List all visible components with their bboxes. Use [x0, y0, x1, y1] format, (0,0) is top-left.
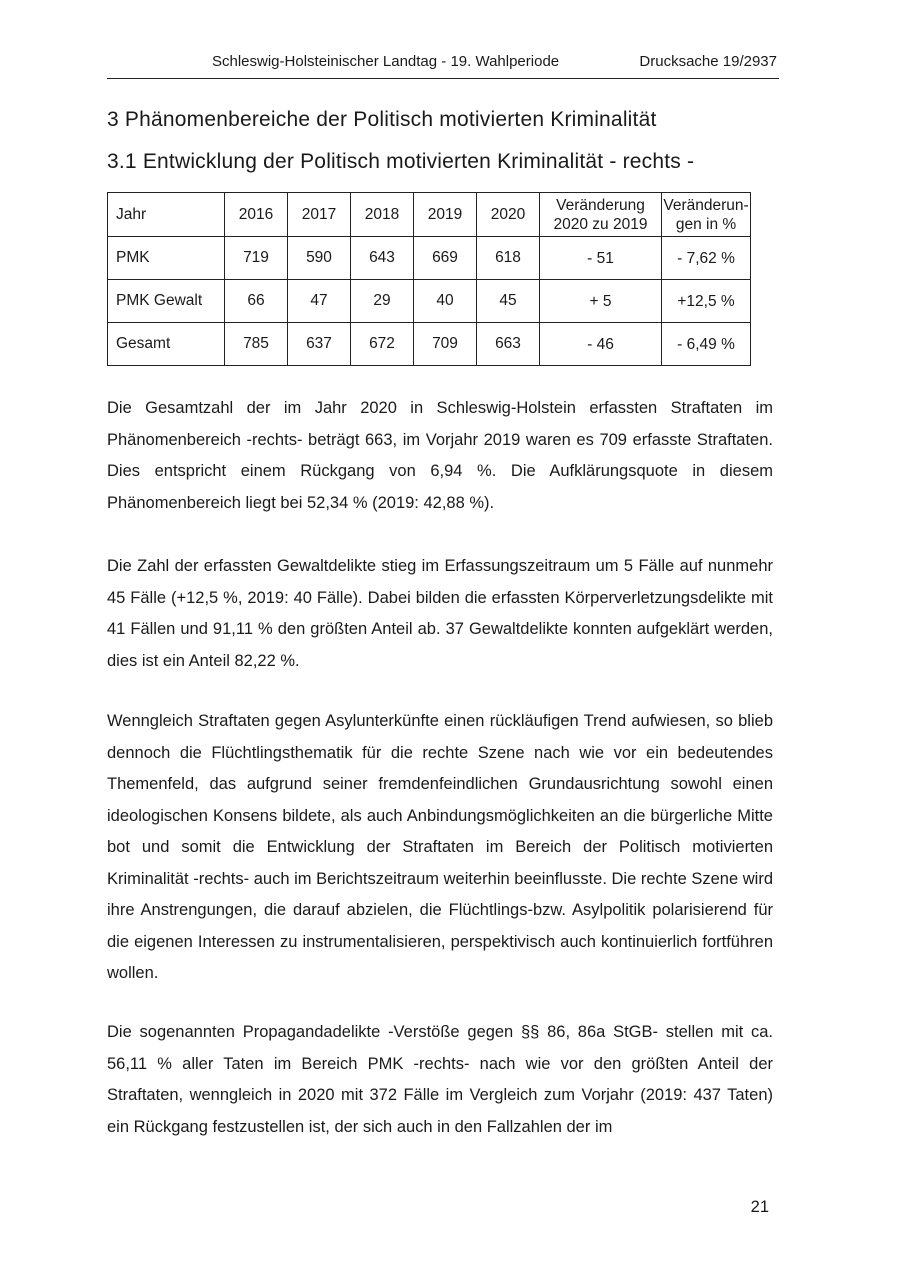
table-header-cell: 2020	[477, 193, 540, 237]
table-row	[108, 237, 751, 280]
table-cell: 785	[225, 323, 288, 366]
page-header	[107, 50, 779, 79]
table-cell: 29	[351, 280, 414, 323]
table-header-cell: 2016	[225, 193, 288, 237]
table-cell: 663	[477, 323, 540, 366]
paragraph: Wenngleich Straftaten gegen Asylunterkünfte einen rückläufigen Trend aufwiesen, so blieb dennoch die Flüchtlingsthematik für die rechte Szene nach wie vor ein bedeutendes Themenfeld, das aufgrund seiner fremdenfeindlichen Grundausrichtung sowohl einen ideologischen Konsens bildete, als auch Anbindungsmöglichkeiten an die bürgerliche Mitte bot und somit die Entwicklung der Straftaten im Bereich der Politisch motivierten Kriminalität -rechts- auch im Berichtszeitraum weiterhin beeinflusste. Die rechte Szene wird ihre Anstrengungen, die darauf abzielen, die Flüchtlings-bzw. Asylpolitik polarisierend für die eigenen Interessen zu instrumentalisieren, perspektivisch auch kontinuierlich fortführen wollen.	[107, 712, 773, 982]
header-line: Veränderung	[556, 196, 645, 214]
table-cell: 590	[288, 237, 351, 280]
header-doc-number: Drucksache 19/2937	[639, 53, 777, 70]
table-header-cell: 2017	[288, 193, 351, 237]
table-cell: - 46	[540, 323, 662, 366]
header-title: Schleswig-Holsteinischer Landtag - 19. Wahlperiode	[212, 53, 560, 70]
table-row	[108, 323, 751, 366]
section-title: 3 Phänomenbereiche der Politisch motivierten Kriminalität	[107, 108, 657, 131]
table-cell: + 5	[540, 280, 662, 323]
table-cell: 643	[351, 237, 414, 280]
paragraph: Die Zahl der erfassten Gewaltdelikte stieg im Erfassungszeitraum um 5 Fälle auf nunmehr 45 Fälle (+12,5 %, 2019: 40 Fälle). Dabei bilden die erfassten Körperverletzungsdelikte mit 41 Fällen und 91,11 % den größten Anteil ab. 37 Gewaltdelikte konnten aufgeklärt werden, dies ist ein Anteil 82,22 %.	[107, 557, 773, 670]
table-cell: 45	[477, 280, 540, 323]
table-cell: PMK	[108, 237, 225, 280]
table-cell: 637	[288, 323, 351, 366]
table-cell: - 6,49 %	[662, 323, 751, 366]
table-cell: 709	[414, 323, 477, 366]
table-cell: 719	[225, 237, 288, 280]
table-cell: 618	[477, 237, 540, 280]
table-cell: PMK Gewalt	[108, 280, 225, 323]
paragraph: Die Gesamtzahl der im Jahr 2020 in Schleswig-Holstein erfassten Straftaten im Phänomenbereich -rechts- beträgt 663, im Vorjahr 2019 waren es 709 erfasste Straftaten. Dies entspricht einem Rückgang von 6,94 %. Die Aufklärungsquote in diesem Phänomenbereich liegt bei 52,34 % (2019: 42,88 %).	[107, 399, 773, 512]
header-line: gen in %	[675, 215, 737, 233]
statistics-table	[107, 192, 751, 366]
table-header-cell-change	[540, 193, 662, 237]
table-cell: - 51	[540, 237, 662, 280]
table-cell: 66	[225, 280, 288, 323]
subsection-title: 3.1 Entwicklung der Politisch motivierten Kriminalität - rechts -	[107, 150, 695, 173]
paragraph: Die sogenannten Propagandadelikte -Verstöße gegen §§ 86, 86a StGB- stellen mit ca. 56,11 % aller Taten im Bereich PMK -rechts- nach wie vor den größten Anteil der Straftaten, wenngleich in 2020 mit 372 Fälle im Vergleich zum Vorjahr (2019: 437 Taten) ein Rückgang festzustellen ist, der sich auch in den Fallzahlen der im	[107, 1023, 773, 1136]
table-cell: 47	[288, 280, 351, 323]
table-header-cell: 2018	[351, 193, 414, 237]
table-cell: 669	[414, 237, 477, 280]
table-cell: 672	[351, 323, 414, 366]
table-cell: Gesamt	[108, 323, 225, 366]
page-number: 21	[750, 1198, 769, 1216]
table-header-cell: 2019	[414, 193, 477, 237]
table-header-cell: Jahr	[108, 193, 225, 237]
table-header-cell-pct	[662, 193, 751, 237]
table-row	[108, 280, 751, 323]
table-cell: 40	[414, 280, 477, 323]
table-header-row	[108, 193, 751, 237]
table-cell: +12,5 %	[662, 280, 751, 323]
table-cell: - 7,62 %	[662, 237, 751, 280]
header-line: Veränderun-	[663, 196, 749, 214]
header-line: 2020 zu 2019	[553, 215, 648, 233]
